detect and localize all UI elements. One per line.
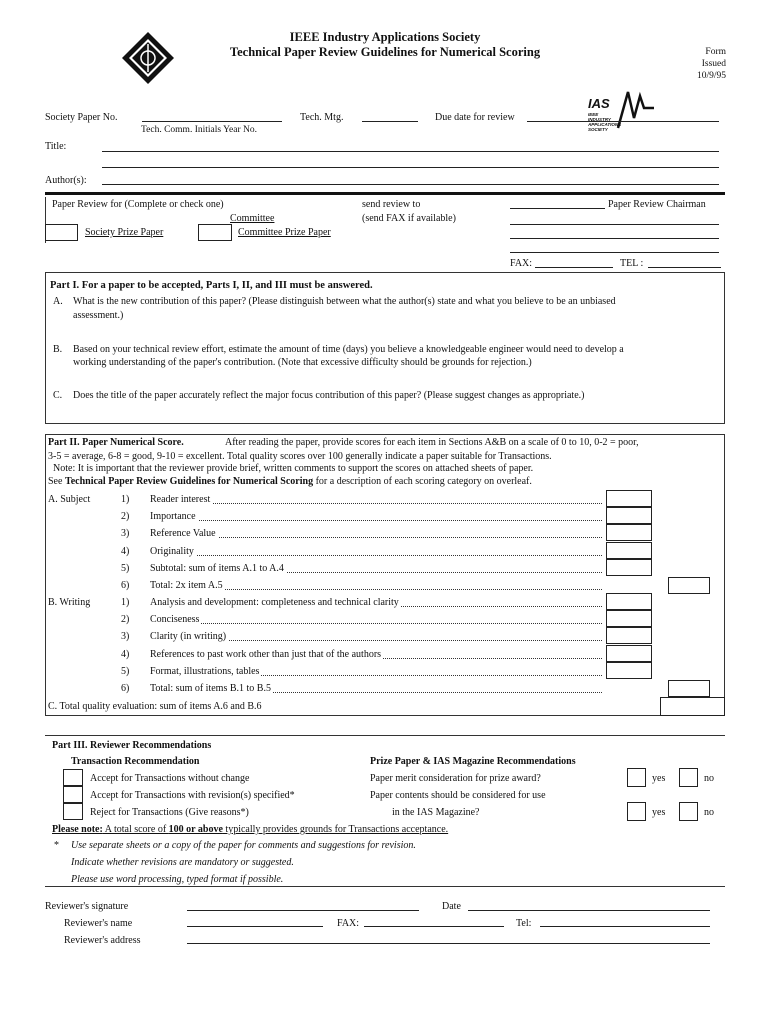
part2-intro-4 <box>48 476 532 487</box>
reviewer-address-field[interactable] <box>187 943 710 944</box>
part2-intro-4c: for a description of each scoring category on overleaf. <box>313 476 532 487</box>
issued-date: 10/9/95 <box>696 71 726 81</box>
ias-logo-text: IAS <box>588 96 610 111</box>
signature-field[interactable] <box>187 910 419 911</box>
writing-item-number: 3) <box>121 631 130 643</box>
part1-a-line1: What is the new contribution of this paper? (Please distinguish between what the author(s) state and what you believe to be an unbiased <box>73 296 616 307</box>
committee-prize-checkbox[interactable] <box>198 224 232 241</box>
please-note-text-1: A total score of <box>102 824 169 835</box>
date-field[interactable] <box>468 910 710 911</box>
date-label: Date <box>442 901 461 912</box>
subject-score-box[interactable] <box>606 490 652 507</box>
subject-item-number: 5) <box>121 562 130 574</box>
magazine-yes-checkbox[interactable] <box>627 802 646 821</box>
subject-item-number: 1) <box>121 494 130 505</box>
authors-field[interactable] <box>102 184 719 185</box>
please-note-label: Please note: <box>52 824 103 835</box>
reviewer-name-label: Reviewer's name <box>64 918 133 929</box>
please-note-threshold: 100 or above <box>168 824 223 835</box>
part2-intro-4a: See <box>48 476 65 487</box>
subject-item-label: Subtotal: sum of items A.1 to A.4 <box>150 562 284 574</box>
subject-item-label: Reader interest <box>150 494 211 505</box>
reviewer-fax-label: FAX: <box>337 918 360 929</box>
reviewer-tel-label: Tel: <box>516 918 532 929</box>
writing-item-label: Analysis and development: completeness and technical clarity <box>150 597 399 608</box>
part1-a-label: A. <box>53 296 63 307</box>
society-paper-field[interactable] <box>142 121 282 122</box>
tech-comm-hint: Tech. Comm. Initials Year No. <box>141 125 257 135</box>
writing-item-number: 4) <box>121 648 130 660</box>
subject-item-number: 2) <box>121 511 130 523</box>
magazine-question-1: Paper contents should be considered for use <box>370 790 546 801</box>
writing-item-number: 6) <box>121 683 130 694</box>
prize-no-label: no <box>704 773 714 784</box>
title-field-2[interactable] <box>102 167 719 168</box>
writing-item-number: 5) <box>121 665 130 677</box>
due-date-label: Due date for review <box>435 112 515 123</box>
authors-label: Author(s): <box>45 175 87 186</box>
committee-label: Committee <box>230 213 275 224</box>
part1-b-line1: Based on your technical review effort, estimate the amount of time (days) you believe a knowledgeable engineer would need to develop a <box>73 344 624 355</box>
writing-item-label: Format, illustrations, tables <box>150 665 260 677</box>
chairman-tel-label: TEL : <box>620 258 644 269</box>
part2-intro-3: Note: It is important that the reviewer provide brief, written comments to support the scores on attached sheets of paper. <box>53 463 534 474</box>
please-note <box>52 824 448 835</box>
send-review-label: send review to <box>362 199 421 210</box>
ieee-logo <box>120 30 176 86</box>
prize-heading: Prize Paper & IAS Magazine Recommendations <box>370 756 576 767</box>
writing-score-box[interactable] <box>606 627 652 644</box>
subject-item-label: Total: 2x item A.5 <box>150 580 223 591</box>
subject-item-leader <box>150 520 602 521</box>
writing-score-box[interactable] <box>606 645 652 662</box>
ias-logo <box>588 88 658 132</box>
ias-logo-subtext: IEEE INDUSTRY APPLICATIONS SOCIETY <box>588 112 622 132</box>
reviewer-fax-field[interactable] <box>364 926 504 927</box>
writing-label: B. Writing <box>48 597 91 608</box>
writing-score-box[interactable] <box>606 662 652 679</box>
reviewer-tel-field[interactable] <box>540 926 710 927</box>
part1-b-label: B. <box>53 344 63 355</box>
review-for-label: Paper Review for (Complete or check one) <box>52 199 224 210</box>
chairman-address-3[interactable] <box>510 252 719 253</box>
writing-item-leader <box>150 623 602 624</box>
subject-item-number: 4) <box>121 545 130 557</box>
chairman-fax-field[interactable] <box>535 267 613 268</box>
writing-score-box[interactable] <box>606 610 652 627</box>
subject-item-label: Reference Value <box>150 528 216 540</box>
writing-item-label: References to past work other than just that of the authors <box>150 648 382 660</box>
prize-no-checkbox[interactable] <box>679 768 698 787</box>
tech-mtg-label: Tech. Mtg. <box>300 112 344 123</box>
chairman-tel-field[interactable] <box>648 267 721 268</box>
issued-label: Issued <box>701 59 726 69</box>
chairman-fax-label: FAX: <box>510 258 533 269</box>
part2-intro-1: After reading the paper, provide scores for each item in Sections A&B on a scale of 0 to 10, 0-2 = poor, <box>225 437 639 448</box>
instruction-3: Please use word processing, typed format if possible. <box>71 874 284 885</box>
subject-score-box[interactable] <box>606 507 652 524</box>
prize-yes-checkbox[interactable] <box>627 768 646 787</box>
due-date-field[interactable] <box>527 121 719 122</box>
instruction-1: Use separate sheets or a copy of the paper for comments and suggestions for revision. <box>71 840 416 851</box>
thick-divider <box>45 192 725 195</box>
a6-total-box[interactable] <box>668 577 710 594</box>
subject-score-box[interactable] <box>606 559 652 576</box>
subject-score-box[interactable] <box>606 524 652 541</box>
writing-item-number: 1) <box>121 597 130 608</box>
writing-item-number: 2) <box>121 614 130 626</box>
send-fax-label: (send FAX if available) <box>362 213 456 224</box>
title-field-1[interactable] <box>102 151 719 152</box>
b6-total-box[interactable] <box>668 680 710 697</box>
transaction-heading: Transaction Recommendation <box>71 756 200 767</box>
society-prize-label: Society Prize Paper <box>85 227 164 238</box>
part1-a-line2: assessment.) <box>73 310 124 321</box>
part1-c-line1: Does the title of the paper accurately reflect the major focus contribution of this paper? (Please suggest changes as appropriate.) <box>73 390 585 401</box>
writing-score-box[interactable] <box>606 593 652 610</box>
accept-no-change-checkbox[interactable] <box>63 769 83 786</box>
magazine-question-2: in the IAS Magazine? <box>392 807 480 818</box>
total-quality-label: C. Total quality evaluation: sum of items A.6 and B.6 <box>48 701 262 712</box>
magazine-no-label: no <box>704 807 714 818</box>
signature-label: Reviewer's signature <box>45 901 129 912</box>
subject-item-label: Originality <box>150 545 194 557</box>
subject-item-label: Importance <box>150 511 196 523</box>
chairman-label: Paper Review Chairman <box>608 199 706 210</box>
subject-item-leader <box>150 537 602 538</box>
subject-item-leader <box>150 503 602 504</box>
magazine-no-checkbox[interactable] <box>679 802 698 821</box>
chairman-address-1[interactable] <box>510 224 719 225</box>
c-total-box[interactable] <box>660 697 725 716</box>
please-note-text-2: typically provides grounds for Transactions acceptance. <box>222 824 449 835</box>
chairman-name-field[interactable] <box>510 208 605 209</box>
society-paper-label: Society Paper No. <box>45 112 118 123</box>
org-title: IEEE Industry Applications Society <box>289 30 481 44</box>
form-label: Form <box>705 47 726 57</box>
prize-yes-label: yes <box>652 773 666 784</box>
part2-heading: Part II. Paper Numerical Score. <box>48 437 184 448</box>
subject-item-number: 3) <box>121 528 130 540</box>
society-prize-checkbox[interactable] <box>45 224 78 241</box>
writing-item-label: Conciseness <box>150 614 200 626</box>
accept-revision-checkbox[interactable] <box>63 786 83 803</box>
form-title: Technical Paper Review Guidelines for Numerical Scoring <box>229 45 541 59</box>
writing-item-label: Clarity (in writing) <box>150 631 227 643</box>
writing-item-label: Total: sum of items B.1 to B.5 <box>150 683 271 694</box>
reject-checkbox[interactable] <box>63 803 83 820</box>
part3-heading: Part III. Reviewer Recommendations <box>52 740 212 751</box>
part1-heading: Part I. For a paper to be accepted, Parts I, II, and III must be answered. <box>50 280 373 291</box>
subject-item-leader <box>150 555 602 556</box>
committee-prize-label: Committee Prize Paper <box>238 227 331 238</box>
part2-intro-2: 3-5 = average, 6-8 = good, 9-10 = excellent. Total quality scores over 100 generally indicate a paper suitable for Transactions. <box>48 451 552 462</box>
tech-mtg-field[interactable] <box>362 121 418 122</box>
chairman-address-2[interactable] <box>510 238 719 239</box>
title-label: Title: <box>45 141 67 152</box>
prize-question: Paper merit consideration for prize award? <box>370 773 541 784</box>
part1-b-line2: working understanding of the paper's contribution. (Note that excessive difficulty should be grounds for rejection.) <box>73 357 532 368</box>
magazine-yes-label: yes <box>652 807 666 818</box>
instruction-2: Indicate whether revisions are mandatory or suggested. <box>71 857 294 868</box>
part2-guidelines-ref: Technical Paper Review Guidelines for Numerical Scoring <box>64 476 314 487</box>
accept-revision-label: Accept for Transactions with revision(s) specified* <box>90 790 295 801</box>
reviewer-name-field[interactable] <box>187 926 323 927</box>
subject-label: A. Subject <box>48 494 91 505</box>
subject-score-box[interactable] <box>606 542 652 559</box>
part1-c-label: C. <box>53 390 63 401</box>
reject-label: Reject for Transactions (Give reasons*) <box>90 807 249 818</box>
reviewer-address-label: Reviewer's address <box>64 935 141 946</box>
accept-no-change-label: Accept for Transactions without change <box>90 773 250 784</box>
subject-item-number: 6) <box>121 580 130 591</box>
footnote-star: * <box>54 840 59 851</box>
